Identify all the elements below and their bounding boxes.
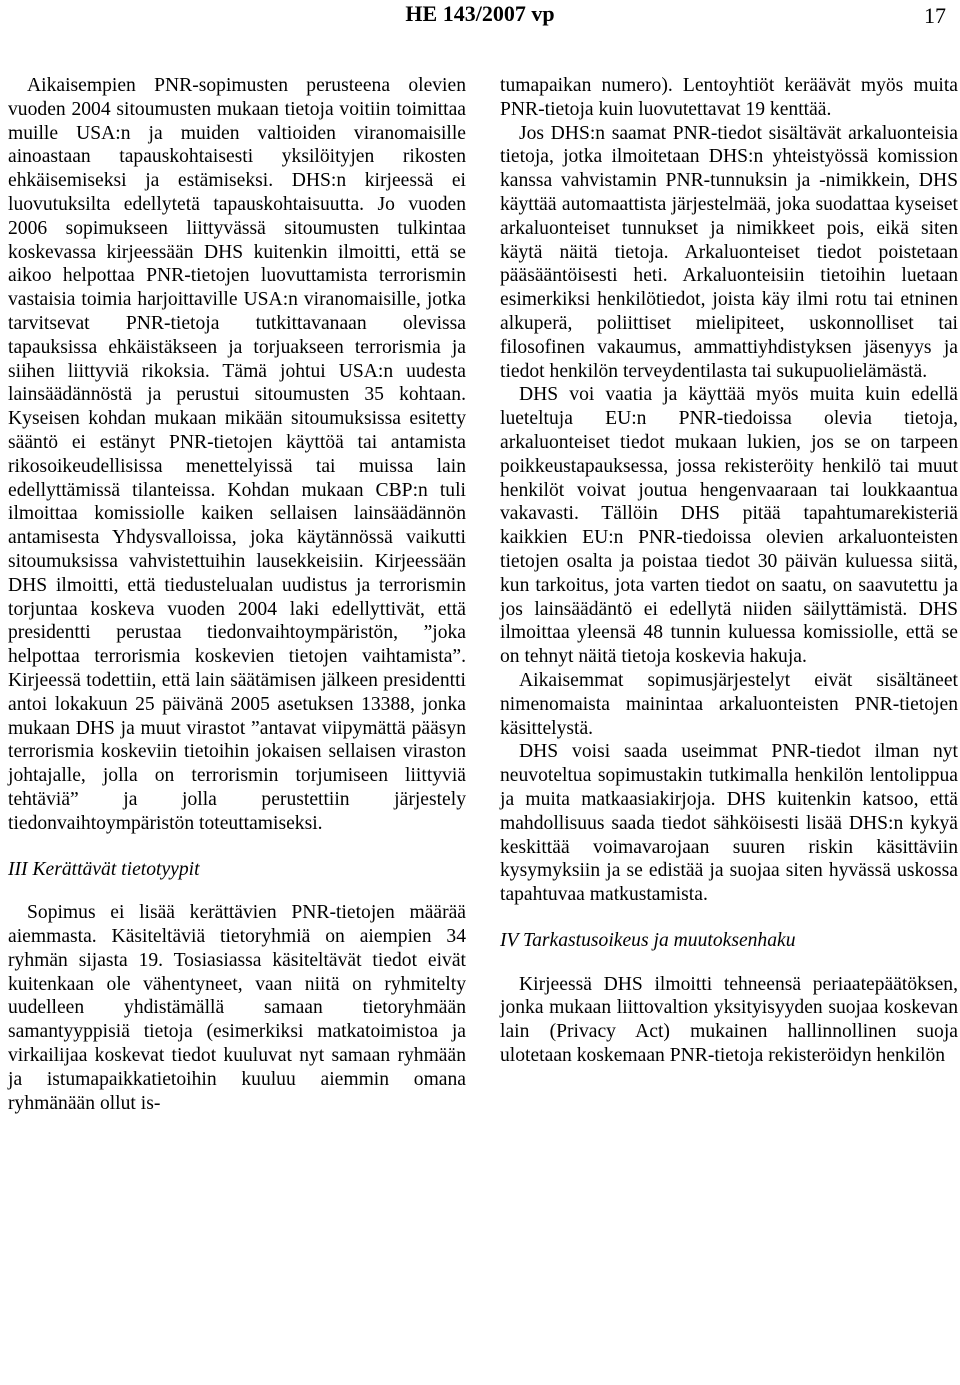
paragraph: DHS voisi saada useimmat PNR-tiedot ilman nyt neuvoteltua sopimustakin tutkimalla henkilön lentolippua ja muita matkaasiakirjoja. DHS kuitenkin katsoo, että mahdollisuus saada tiedot sähköisesti lisää DHS:n kykyä keskittää voimavarojaan suuren riskin käsittäviin kysymyksiin ja se edistää ja suojaa siten hyvässä uskossa tapahtuvaa matkustamista. <box>500 741 958 906</box>
paragraph-continued: tumapaikan numero). Lentoyhtiöt keräävät myös muita PNR-tietoja kuin luovutettavat 19 kenttää. <box>500 75 958 120</box>
paragraph: Aikaisempien PNR-sopimusten perusteena olevien vuoden 2004 sitoumusten mukaan tietoja voitiin toimittaa muille USA:n ja muiden valtioiden viranomaisille ainoastaan tapauskohtaisesti yksilöityjen rikosten ehkäisemiseksi ja estämiseksi. DHS:n kirjeessä ei luovutuksilta edellytetä tapauskohtaisuutta. Jo vuoden 2006 sopimukseen liittyvässä sitoumusten tulkintaa koskevassa kirjeessään DHS kuitenkin ilmoitti, että se aikoo helpottaa PNR-tietojen luovuttamista terrorismin vastaisia toimia harjoittaville USA:n viranomaisille, jotka tarvitsevat PNR-tietoja tutkittavanaan olevissa tapauksissa ehkäistäkseen ja torjuakseen terrorismia ja siihen liittyviä rikoksia. Tämä johtui USA:n uudesta lainsäädännöstä ja perustui sitoumusten 35 kohtaan. Kyseisen kohdan mukaan mikään sitoumuksissa esitetty sääntö ei estänyt PNR-tietojen käyttöä tai antamista rikosoikeudellisissa menettelyissä tai muissa lain edellyttämissä tilanteissa. Kohdan mukaan CBP:n tuli ilmoittaa komissiolle kaiken sellaisen lainsäädännön antamisesta Yhdysvalloissa, joka käytännössä vaikutti sitoumuksissa vahvistettuihin lausekkeisiin. Kirjeessään DHS ilmoitti, että tiedustelualan uudistus ja terrorismin torjuntaa koskeva vuoden 2004 laki edellyttivät, että presidentti perustaa tiedonvaihtoympäristön, ”joka helpottaa terrorismia koskevien tietojen vaihtamista”. Kirjeessä todettiin, että lain säätämisen jälkeen presidentti antoi lokakuun 25 päivänä 2005 asetuksen 13388, jonka mukaan DHS ja muut virastot ”antavat viipymättä pääsyn terrorismia koskeviin tietoihin jokaisen sellaisen viraston johtajalle, jolla on terrorismin torjumiseen liittyviä tehtäviä” ja jolla perustettiin järjestely tiedonvaihtoympäristön toteuttamiseksi. <box>8 75 466 834</box>
section-heading-iv: IV Tarkastusoikeus ja muutoksenhaku <box>500 929 796 951</box>
page-number: 17 <box>924 3 946 28</box>
page-header <box>0 0 960 34</box>
section-heading-iii: III Kerättävät tietotyypit <box>8 858 200 880</box>
right-column <box>500 74 958 1068</box>
paragraph: Aikaisemmat sopimusjärjestelyt eivät sisältäneet nimenomaista mainintaa arkaluonteisten PNR-tietojen käsittelystä. <box>500 669 958 739</box>
paragraph: Jos DHS:n saamat PNR-tiedot sisältävät arkaluonteisia tietoja, jotka ilmoitetaan DHS:n yhteistyössä komission kanssa vahvistamin PNR-tunnuksin ja -nimikkein, DHS käyttää automaattista järjestelmää, joka suodattaa kyseiset arkaluonteiset tunnukset ja nimikkeet pois, eikä siten käytä näitä tietoja. Arkaluonteiset tiedot poistetaan pääsääntöisesti heti. Arkaluonteisiin tietoihin luetaan esimerkiksi henkilötiedot, joista käy ilmi rotu tai etninen alkuperä, poliittiset mielipiteet, uskonnolliset tai filosofinen vakaumus, ammattiyhdistyksen jäsenyys ja tiedot henkilön terveydentilasta tai sukupuolielämästä. <box>500 122 958 382</box>
document-id: HE 143/2007 vp <box>405 1 555 26</box>
paragraph: Kirjeessä DHS ilmoitti tehneensä periaatepäätöksen, jonka mukaan liittovaltion yksityisyyden suojaa koskevan lain (Privacy Act) mukainen hallinnollinen suoja ulotetaan koskemaan PNR-tietoja rekisteröidyn henkilön <box>500 973 958 1067</box>
left-column <box>8 74 466 1115</box>
paragraph: Sopimus ei lisää kerättävien PNR-tietojen määrää aiemmasta. Käsiteltäviä tietoryhmiä on aiempien 34 ryhmän sijasta 19. Tosiasiassa käsiteltävät tiedot eivät kuitenkaan ole vähentyneet, vaan niitä on ryhmitelty uudelleen yhdistämällä samaan tietoryhmään samantyyppisiä tietoja (esimerkiksi matkatoimistoa ja virkailijaa koskevat tiedot kuuluvat nyt samaan ryhmään ja istumapaikkatietoihin kuuluu aiemmin omana ryhmänään ollut is- <box>8 902 466 1114</box>
paragraph: DHS voi vaatia ja käyttää myös muita kuin edellä lueteltuja EU:n PNR-tiedoissa olevia tietoja, arkaluonteiset tiedot mukaan lukien, jos se on tarpeen poikkeustapauksessa, jossa rekisteröity henkilö tai muut henkilöt voivat joutua hengenvaaraan tai loukkaantua vakavasti. Tällöin DHS pitää tapahtumarekisteriä kaikkien EU:n PNR-tiedoissa olevien arkaluonteisten tietojen osalta ja poistaa tiedot 30 päivän kuluessa siitä, kun tarkoitus, jota varten tiedot on saatu, on saavutettu ja jos lainsäädäntö ei edellytä niiden säilyttämistä. DHS ilmoittaa yleensä 48 tunnin kuluessa komissiolle, että se on tehnyt näitä tietoja koskevia hakuja. <box>500 384 958 668</box>
